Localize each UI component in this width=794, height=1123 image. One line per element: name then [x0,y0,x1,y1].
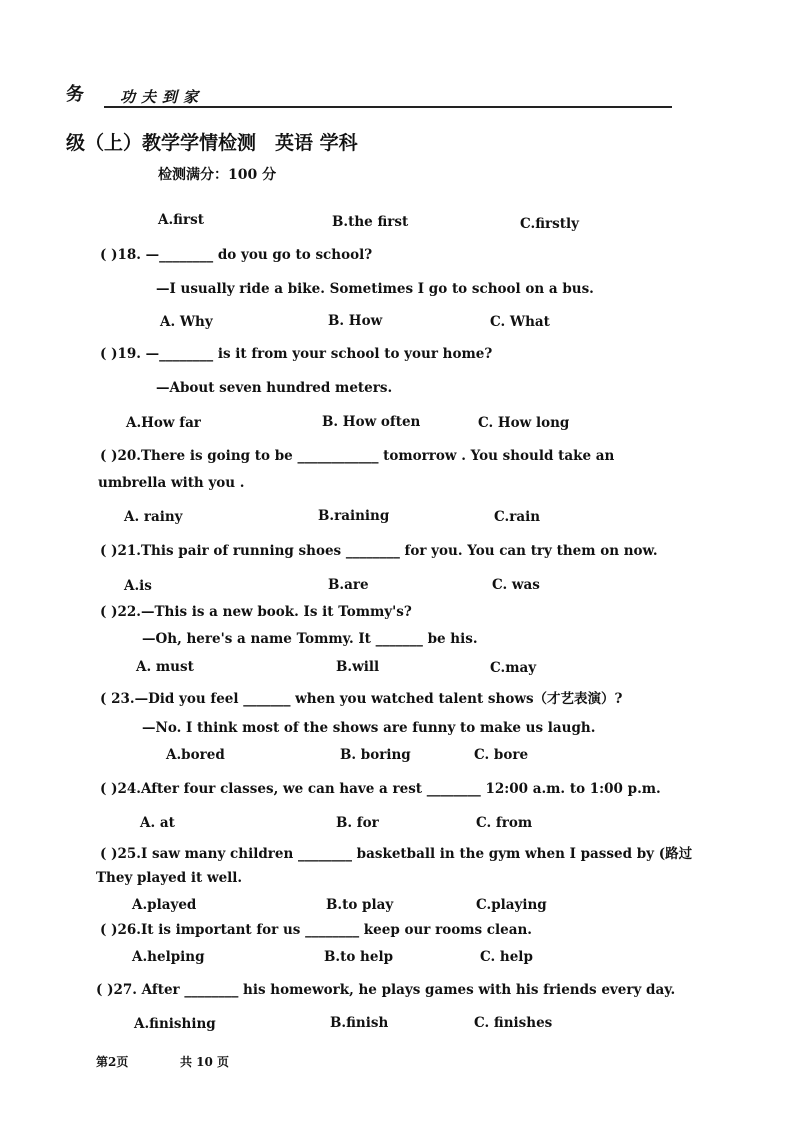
header-mark: 务 [66,84,84,105]
q22-option-c: C.may [490,660,537,676]
q22-option-a: A. must [136,659,194,675]
q19-stem: ( )19. —________ is it from your school to your home? [100,346,493,362]
q25-line2: They played it well. [96,870,243,886]
q24-stem: ( )24.After four classes, we can have a rest ________ 12:00 a.m. to 1:00 p.m. [100,781,661,797]
q26-option-a: A.helping [132,949,205,965]
q25-stem: ( )25.I saw many children ________ basketball in the gym when I passed by (路过 [100,846,693,862]
q17-option-a: A.first [158,212,204,228]
q21-option-b: B.are [328,577,369,593]
q19-line2: —About seven hundred meters. [156,380,393,396]
q18-line2: —I usually ride a bike. Sometimes I go to school on a bus. [156,281,594,297]
q20-option-b: B.raining [318,508,390,524]
q21-option-c: C. was [492,577,540,593]
q27-option-c: C. finishes [474,1015,553,1031]
q19-option-b: B. How often [322,414,421,430]
q17-option-b: B.the first [332,214,409,230]
q26-option-b: B.to help [324,949,394,965]
q19-option-c: C. How long [478,415,570,431]
q24-option-b: B. for [336,815,379,831]
q22-stem: ( )22.—This is a new book. Is it Tommy's? [100,604,412,620]
q25-option-c: C.playing [476,897,547,913]
q26-stem: ( )26.It is important for us ________ keep our rooms clean. [100,922,532,938]
q21-stem: ( )21.This pair of running shoes ________ for you. You can try them on now. [100,543,658,559]
q20-line2: umbrella with you . [98,475,245,491]
header-text: 功夫到家 [120,88,205,106]
footer-total-pages: 共 10 页 [180,1055,230,1069]
q26-option-c: C. help [480,949,533,965]
q20-option-c: C.rain [494,509,541,525]
q24-option-c: C. from [476,815,533,831]
q25-option-a: A.played [132,897,197,913]
q25-option-b: B.to play [326,897,394,913]
q23-option-a: A.bored [166,747,225,763]
q22-line2: —Oh, here's a name Tommy. It _______ be his. [142,631,478,647]
q18-stem: ( )18. —________ do you go to school? [100,247,373,263]
q23-stem: ( 23.—Did you feel _______ when you watched talent shows（才艺表演）? [100,691,623,707]
q20-stem: ( )20.There is going to be ____________ tomorrow . You should take an [100,448,615,464]
q27-option-a: A.finishing [134,1016,216,1032]
q18-option-b: B. How [328,313,383,329]
header-rule [104,106,672,108]
q17-option-c: C.firstly [520,216,579,232]
q19-option-a: A.How far [126,415,201,431]
score-line: 检测满分：100 分 [158,167,277,183]
footer-page-number: 第2页 [96,1055,129,1069]
q20-option-a: A. rainy [124,509,183,525]
q18-option-a: A. Why [160,314,213,330]
q18-option-c: C. What [490,314,550,330]
q23-option-b: B. boring [340,747,411,763]
q21-option-a: A.is [124,578,152,594]
q24-option-a: A. at [140,815,175,831]
q23-option-c: C. bore [474,747,529,763]
q23-line2: —No. I think most of the shows are funny to make us laugh. [142,720,596,736]
q27-option-b: B.finish [330,1015,389,1031]
q27-stem: ( )27. After ________ his homework, he plays games with his friends every day. [96,982,676,998]
q22-option-b: B.will [336,659,380,675]
page-title: 级（上）教学学情检测 英语 学科 [66,132,358,154]
